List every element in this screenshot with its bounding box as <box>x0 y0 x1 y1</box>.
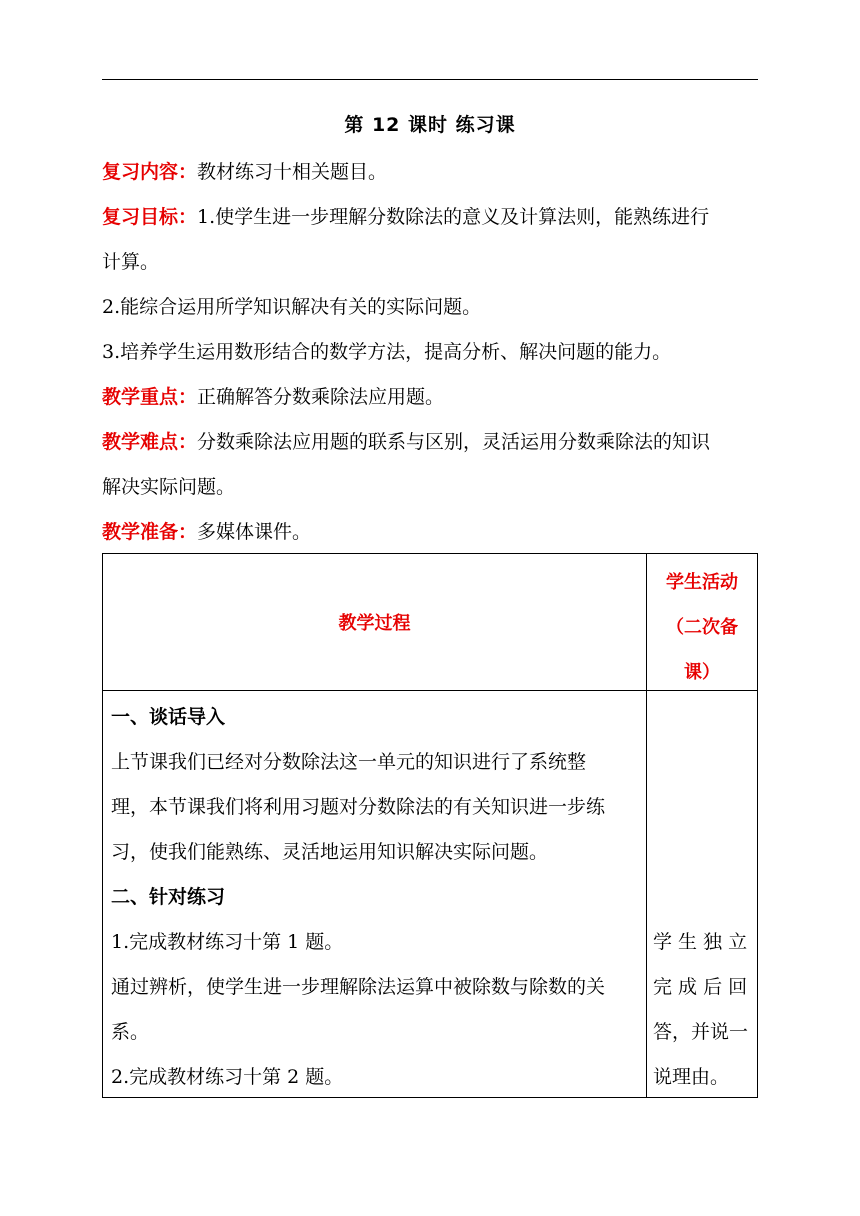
review-goals-label: 复习目标： <box>102 206 198 228</box>
section-1-line-1: 上节课我们已经对分数除法这一单元的知识进行了系统整 <box>111 751 587 773</box>
header-student-line-3: 课） <box>684 662 720 683</box>
page-title: 第 12 课时 练习课 <box>344 114 516 136</box>
review-goals-line-3: 2.能综合运用所学知识解决有关的实际问题。 <box>102 296 482 318</box>
difficulties-line-2: 解决实际问题。 <box>102 476 236 498</box>
review-goals-text-1: 1.使学生进一步理解分数除法的意义及计算法则，能熟练进行 <box>197 206 710 228</box>
section-1-heading: 一、谈话导入 <box>111 706 226 728</box>
top-rule <box>102 79 758 80</box>
preparation-line <box>102 510 762 555</box>
student-note-line-4: 说理由。 <box>653 1066 730 1088</box>
section-1-line-3: 习，使我们能熟练、灵活地运用知识解决实际问题。 <box>111 841 549 863</box>
header-student-line-2: （二次备 <box>666 617 738 638</box>
section-2-line-3: 系。 <box>111 1021 150 1043</box>
review-goals-line-1 <box>102 195 762 240</box>
header-student-activity <box>647 560 757 695</box>
section-1-line-2: 理，本节课我们将利用习题对分数除法的有关知识进一步练 <box>111 796 606 818</box>
key-points-text: 正确解答分数乘除法应用题。 <box>197 386 445 408</box>
student-note-line-1: 学 生 独 立 <box>653 931 748 953</box>
review-content-label: 复习内容： <box>102 161 198 183</box>
preparation-text: 多媒体课件。 <box>197 521 312 543</box>
section-2-line-2: 通过辨析，使学生进一步理解除法运算中被除数与除数的关 <box>111 976 606 998</box>
student-note-line-2: 完 成 后 回 <box>653 976 748 998</box>
difficulties-line-1 <box>102 420 762 465</box>
review-content-line <box>102 150 762 195</box>
section-2-line-1: 1.完成教材练习十第 1 题。 <box>111 931 344 953</box>
review-content-text: 教材练习十相关题目。 <box>197 161 388 183</box>
teaching-process-table <box>102 553 758 1098</box>
section-2-line-4: 2.完成教材练习十第 2 题。 <box>111 1066 344 1088</box>
review-goals-line-4: 3.培养学生运用数形结合的数学方法，提高分析、解决问题的能力。 <box>102 341 672 363</box>
section-2-heading: 二、针对练习 <box>111 886 226 908</box>
student-activity-note <box>653 920 753 1100</box>
header-teaching-process: 教学过程 <box>338 613 411 634</box>
key-points-label: 教学重点： <box>102 386 198 408</box>
preparation-label: 教学准备： <box>102 521 198 543</box>
key-points-line <box>102 375 762 420</box>
review-goals-line-2: 计算。 <box>102 251 160 273</box>
difficulties-label: 教学难点： <box>102 431 198 453</box>
header-student-line-1: 学生活动 <box>666 572 738 593</box>
student-note-line-3: 答，并说一 <box>653 1021 749 1043</box>
difficulties-text-1: 分数乘除法应用题的联系与区别，灵活运用分数乘除法的知识 <box>197 431 711 453</box>
